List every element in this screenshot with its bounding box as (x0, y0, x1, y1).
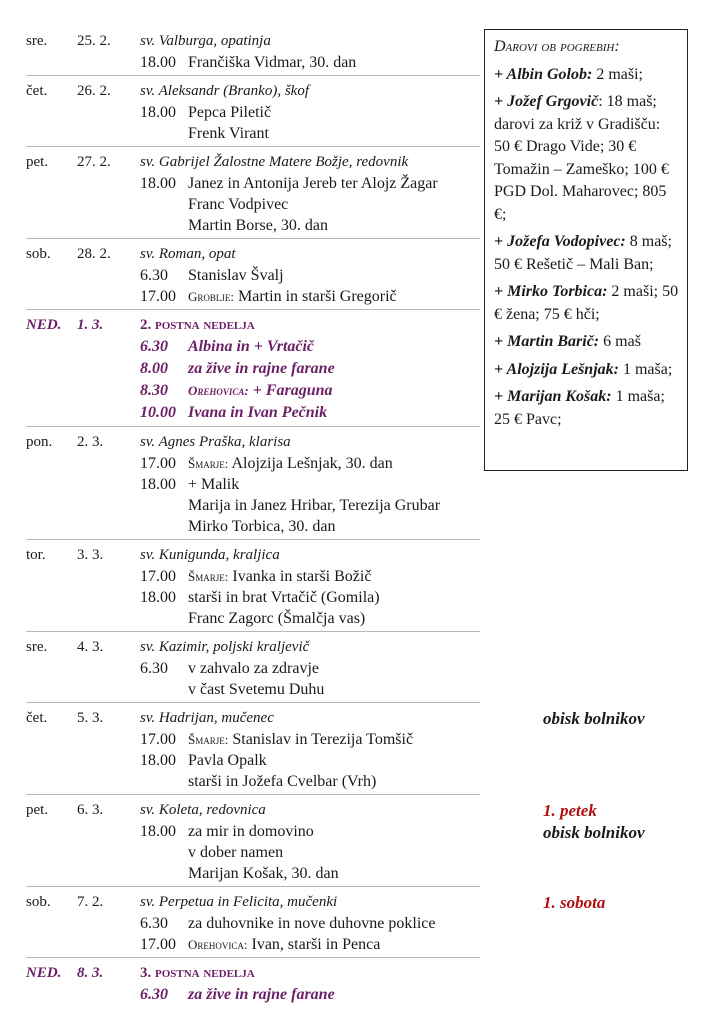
mass-time: 18.00 (140, 823, 176, 840)
day-block (26, 540, 480, 632)
donation-entry (494, 91, 679, 226)
deceased-name: + Jožefa Vodopivec: (494, 233, 626, 250)
deceased-name: + Albin Golob: (494, 65, 593, 83)
saint-name: 3. postna nedelja (140, 965, 255, 981)
mass-row (26, 842, 480, 863)
day-block (26, 76, 480, 147)
mass-intention (188, 336, 314, 358)
deceased-name: + Martin Barič: (494, 333, 600, 350)
mass-intention (188, 729, 413, 750)
saint-name: sv. Kunigunda, kraljica (140, 547, 280, 563)
mass-time: 17.00 (140, 455, 176, 472)
saint-name: sv. Hadrijan, mučenec (140, 710, 274, 726)
day-header (26, 544, 480, 566)
donation-entry (494, 386, 679, 431)
mass-time: 6.30 (140, 338, 168, 355)
mass-intention (188, 52, 356, 73)
saint-name: sv. Gabrijel Žalostne Matere Božje, redovnik (140, 154, 409, 170)
mass-time: 17.00 (140, 731, 176, 748)
intention-text: Frenk Virant (188, 125, 269, 142)
intention-text: Janez in Antonija Jereb ter Alojz Žagar (188, 175, 438, 192)
day-header (26, 799, 480, 821)
day-header (26, 707, 480, 729)
mass-row (26, 729, 480, 750)
intention-text: Mirko Torbica, 30. dan (188, 518, 336, 535)
intention-text: za žive in rajne farane (188, 360, 335, 377)
day-header (26, 431, 480, 453)
intention-text: Stanislav in Terezija Tomšič (232, 731, 414, 748)
mass-intention (188, 265, 284, 286)
mass-intention (188, 679, 324, 700)
day-header (26, 962, 480, 984)
intention-text: za duhovnike in nove duhovne poklice (188, 915, 436, 932)
mass-row (26, 608, 480, 629)
mass-intention (188, 516, 335, 537)
mass-intention (188, 402, 327, 424)
day-header (26, 243, 480, 265)
mass-intention (188, 750, 267, 771)
donations-list (494, 64, 679, 432)
day-name: NED. (26, 317, 62, 333)
deceased-name: + Marijan Košak: (494, 388, 612, 405)
intention-text: starši in brat Vrtačič (Gomila) (188, 589, 380, 606)
mass-time: 18.00 (140, 752, 176, 769)
day-block (26, 632, 480, 703)
intention-text: Frančiška Vidmar, 30. dan (188, 54, 357, 71)
mass-row (26, 286, 480, 307)
donation-text: : 18 maš; darovi za križ v Gradišču: 50 € Drago Vide; 30 € Tomažin – Zameško; 100 € PGD Dol. Maharovec; 805 €; (494, 93, 669, 223)
day-header (26, 636, 480, 658)
mass-time: 17.00 (140, 288, 176, 305)
day-date: 28. 2. (77, 246, 111, 262)
mass-intention (188, 587, 380, 608)
intention-text: v dober namen (188, 844, 284, 861)
donation-entry (494, 331, 679, 354)
mass-intention (188, 358, 335, 380)
day-name: pon. (26, 434, 53, 450)
mass-intention (188, 102, 271, 123)
deceased-name: + Mirko Torbica: (494, 283, 608, 300)
mass-row (26, 336, 480, 358)
sunday-block (26, 310, 480, 427)
day-header (26, 80, 480, 102)
mass-row (26, 658, 480, 679)
mass-location: Šmarje: (188, 456, 229, 471)
day-note: 1. petek (543, 801, 597, 820)
mass-location: Orehovica: (188, 937, 248, 952)
intention-text: Pepca Piletič (188, 104, 272, 121)
intention-text: v zahvalo za zdravje (188, 660, 320, 677)
mass-row (26, 123, 480, 144)
donations-title: Darovi ob pogrebih: (494, 38, 620, 55)
saint-name: 2. postna nedelja (140, 317, 255, 333)
day-date: 5. 3. (77, 710, 104, 726)
day-date: 1. 3. (77, 317, 104, 333)
day-date: 6. 3. (77, 802, 104, 818)
mass-row (26, 516, 480, 537)
donation-entry (494, 64, 679, 87)
day-name: pet. (26, 154, 49, 170)
day-name: sob. (26, 246, 51, 262)
day-name: čet. (26, 710, 48, 726)
day-name: sre. (26, 33, 48, 49)
day-name: pet. (26, 802, 49, 818)
mass-location: Šmarje: (188, 569, 229, 584)
mass-row (26, 771, 480, 792)
day-note: obisk bolnikov (543, 709, 645, 728)
mass-intention (188, 380, 333, 402)
day-date: 7. 2. (77, 894, 104, 910)
day-block (26, 795, 645, 887)
day-date: 26. 2. (77, 83, 111, 99)
mass-time: 17.00 (140, 936, 176, 953)
mass-row (26, 215, 480, 236)
mass-time: 18.00 (140, 476, 176, 493)
mass-row (26, 495, 480, 516)
day-header (26, 314, 480, 336)
mass-row (26, 358, 480, 380)
donation-entry (494, 281, 679, 326)
intention-text: Alojzija Lešnjak, 30. dan (231, 455, 393, 472)
intention-text: Martin in starši Gregorič (238, 288, 397, 305)
deceased-name: + Alojzija Lešnjak: (494, 360, 619, 378)
intention-text: Martin Borse, 30. dan (188, 217, 328, 234)
mass-row (26, 453, 480, 474)
mass-row (26, 913, 480, 934)
mass-row (26, 173, 480, 194)
day-block (26, 887, 606, 958)
day-date: 3. 3. (77, 547, 104, 563)
mass-row (26, 863, 480, 884)
mass-row (26, 265, 480, 286)
mass-time: 6.30 (140, 267, 168, 284)
intention-text: Pavla Opalk (188, 752, 267, 769)
mass-intention (188, 286, 397, 307)
mass-time: 6.30 (140, 915, 168, 932)
mass-time: 18.00 (140, 104, 176, 121)
mass-intention (188, 173, 438, 194)
donation-text: 2 maši; 50 € žena; 75 € hči; (494, 283, 679, 323)
mass-row (26, 821, 480, 842)
day-date: 25. 2. (77, 33, 111, 49)
mass-intention (188, 863, 339, 884)
sunday-block (26, 958, 480, 1008)
mass-time: 8.00 (140, 360, 168, 377)
saint-name: sv. Perpetua in Felicita, mučenki (140, 894, 338, 910)
mass-intention (188, 934, 380, 955)
mass-row (26, 679, 480, 700)
day-header (26, 151, 480, 173)
day-note: 1. sobota (543, 893, 606, 912)
day-name: čet. (26, 83, 48, 99)
mass-row (26, 194, 480, 215)
mass-intention (188, 194, 288, 215)
intention-text: Albina in + Vrtačič (188, 338, 315, 355)
mass-time: 18.00 (140, 175, 176, 192)
deceased-name: + Jožef Grgovič (494, 93, 599, 110)
day-date: 2. 3. (77, 434, 104, 450)
intention-text: za mir in domovino (188, 823, 314, 840)
mass-intention (188, 608, 365, 629)
day-block (26, 239, 480, 310)
day-date: 8. 3. (77, 965, 104, 981)
mass-time: 8.30 (140, 382, 168, 399)
donation-entry (494, 231, 679, 276)
mass-intention (188, 842, 283, 863)
mass-row (26, 587, 480, 608)
mass-row (26, 934, 480, 955)
donation-text: 1 maša; 25 € Pavc; (494, 388, 665, 428)
day-date: 4. 3. (77, 639, 104, 655)
day-header (26, 30, 480, 52)
mass-time: 10.00 (140, 404, 176, 421)
mass-row (26, 52, 480, 73)
donation-text: 8 maš; 50 € Rešetič – Mali Ban; (494, 233, 672, 273)
mass-intention (188, 215, 328, 236)
day-block (26, 703, 645, 795)
saint-name: sv. Agnes Praška, klarisa (140, 434, 291, 450)
day-header (26, 891, 480, 913)
day-name: NED. (26, 965, 62, 981)
donation-entry (494, 359, 679, 382)
intention-text: v čast Svetemu Duhu (188, 681, 325, 698)
intention-text: Stanislav Švalj (188, 267, 284, 284)
day-block (26, 147, 480, 239)
mass-row (26, 566, 480, 587)
intention-text: Ivan, starši in Penca (251, 936, 381, 953)
mass-intention (188, 474, 239, 495)
intention-text: + Malik (188, 476, 240, 493)
intention-text: Franc Zagorc (Šmalčja vas) (188, 610, 366, 627)
mass-intention (188, 566, 371, 587)
intention-text: Marijan Košak, 30. dan (188, 865, 339, 882)
mass-intention (188, 821, 314, 842)
donation-text: 2 maši; (592, 65, 643, 83)
mass-time: 6.30 (140, 986, 168, 1003)
day-name: sob. (26, 894, 51, 910)
mass-row (26, 474, 480, 495)
intention-text: + Faraguna (252, 382, 333, 399)
intention-text: Franc Vodpivec (188, 196, 289, 213)
funeral-donations-box (484, 29, 688, 471)
mass-row (26, 102, 480, 123)
mass-row (26, 984, 480, 1006)
mass-row (26, 750, 480, 771)
saint-name: sv. Koleta, redovnica (140, 802, 266, 818)
mass-location: Orehovica: (188, 383, 249, 398)
day-block (26, 26, 480, 76)
mass-row (26, 402, 480, 424)
mass-time: 18.00 (140, 589, 176, 606)
mass-location: Groblje: (188, 289, 235, 304)
saint-name: sv. Kazimir, poljski kraljevič (140, 639, 310, 655)
intention-text: Ivana in Ivan Pečnik (188, 404, 328, 421)
mass-intention (188, 771, 376, 792)
mass-time: 6.30 (140, 660, 168, 677)
intention-text: Ivanka in starši Božič (232, 568, 372, 585)
mass-row (26, 380, 480, 402)
mass-intention (188, 453, 393, 474)
donation-text: 6 maš (599, 333, 641, 350)
saint-name: sv. Roman, opat (140, 246, 236, 262)
day-name: sre. (26, 639, 48, 655)
day-block (26, 427, 480, 540)
mass-time: 17.00 (140, 568, 176, 585)
day-name: tor. (26, 547, 46, 563)
intention-text: Marija in Janez Hribar, Terezija Grubar (188, 497, 441, 514)
saint-name: sv. Valburga, opatinja (140, 33, 271, 49)
mass-intention (188, 913, 436, 934)
intention-text: starši in Jožefa Cvelbar (Vrh) (188, 773, 377, 790)
intention-text: za žive in rajne farane (188, 986, 335, 1003)
donation-text: 1 maša; (618, 360, 673, 378)
mass-intention (188, 123, 269, 144)
mass-intention (188, 658, 319, 679)
mass-location: Šmarje: (188, 732, 229, 747)
saint-name: sv. Aleksandr (Branko), škof (140, 83, 309, 99)
mass-time: 18.00 (140, 54, 176, 71)
day-note: obisk bolnikov (543, 823, 645, 842)
mass-intention (188, 495, 440, 516)
day-date: 27. 2. (77, 154, 111, 170)
mass-intention (188, 984, 335, 1006)
